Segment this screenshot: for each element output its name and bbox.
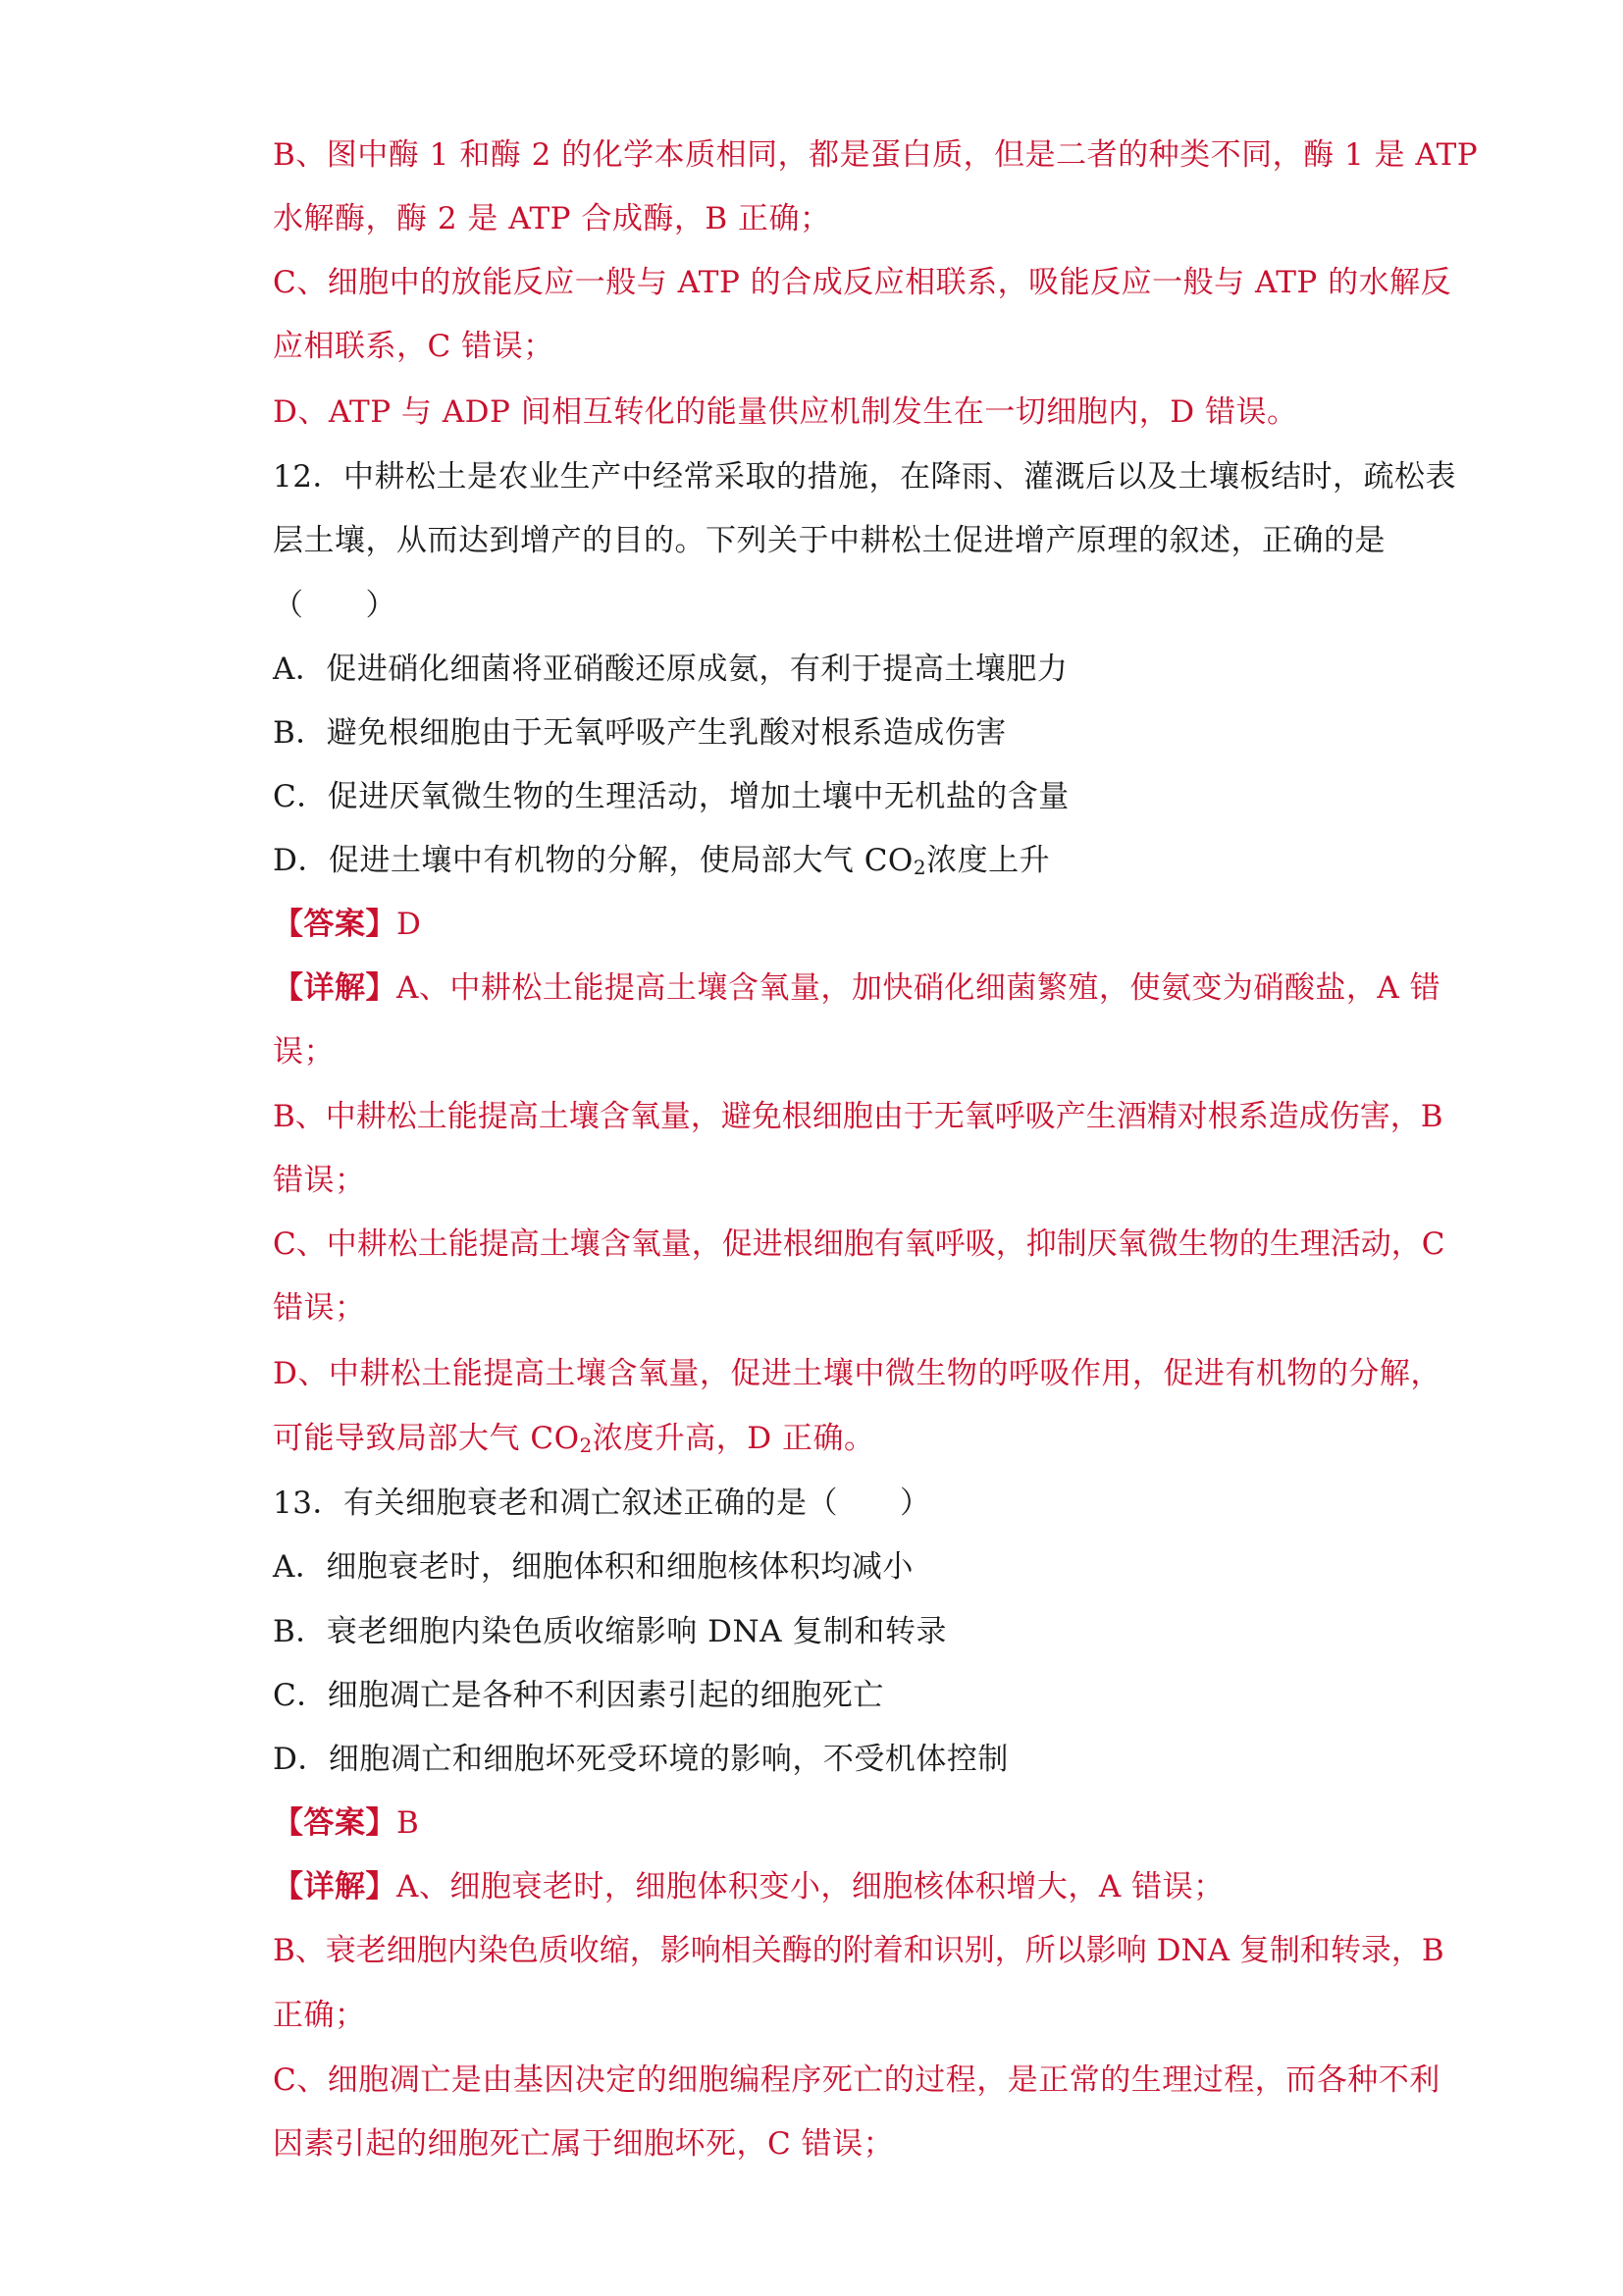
q13-answer-tag: 【答案】	[273, 1805, 396, 1841]
q12-stem-line2: 层土壤，从而达到增产的目的。下列关于中耕松土促进增产原理的叙述，正确的是	[273, 523, 1386, 558]
q12-stem-line1: 12．中耕松土是农业生产中经常采取的措施，在降雨、灌溉后以及土壤板结时，疏松表	[273, 459, 1456, 495]
q13-option-c: C．细胞凋亡是各种不利因素引起的细胞死亡	[273, 1678, 884, 1713]
q12-detail-c-line1: C、中耕松土能提高土壤含氧量，促进根细胞有氧呼吸，抑制厌氧微生物的生理活动，C	[273, 1226, 1445, 1262]
q13-stem: 13．有关细胞衰老和凋亡叙述正确的是（ ）	[273, 1486, 931, 1521]
q13-detail-c-line1: C、细胞凋亡是由基因决定的细胞编程序死亡的过程，是正常的生理过程，而各种不利	[273, 2062, 1440, 2098]
q13-detail-b-line1: B、衰老细胞内染色质收缩，影响相关酶的附着和识别，所以影响 DNA 复制和转录，B	[273, 1933, 1444, 1968]
q12-detail-d-line1: D、中耕松土能提高土壤含氧量，促进土壤中微生物的呼吸作用，促进有机物的分解，	[273, 1356, 1441, 1391]
q13-detail-a	[273, 1867, 1382, 1906]
q12-option-d-pre: D．促进土壤中有机物的分解，使局部大气 CO	[273, 843, 914, 878]
prev-explanation-b-line1: B、图中酶 1 和酶 2 的化学本质相同，都是蛋白质，但是二者的种类不同，酶 1 是 ATP	[273, 137, 1479, 173]
q12-answer	[273, 905, 1382, 944]
q12-option-d-post: 浓度上升	[926, 843, 1051, 878]
q12-detail-tag: 【详解】	[273, 970, 396, 1006]
prev-explanation-b-line2: 水解酶，酶 2 是 ATP 合成酶，B 正确；	[273, 201, 831, 236]
q12-option-a: A．促进硝化细菌将亚硝酸还原成氨，有利于提高土壤肥力	[273, 652, 1069, 687]
q12-option-d	[273, 841, 1382, 880]
q12-detail-a-text: A、中耕松土能提高土壤含氧量，加快硝化细菌繁殖，使氨变为硝酸盐，A 错	[396, 970, 1441, 1006]
q12-detail-d-line2-post: 浓度升高，D 正确。	[592, 1421, 875, 1456]
prev-explanation-c-line2: 应相联系，C 错误；	[273, 329, 554, 364]
q12-stem-line3: （ ）	[273, 588, 396, 623]
q13-answer	[273, 1803, 1382, 1843]
q12-detail-b-line1: B、中耕松土能提高土壤含氧量，避免根细胞由于无氧呼吸产生酒精对根系造成伤害，B	[273, 1099, 1443, 1134]
q13-detail-c-line2: 因素引起的细胞死亡属于细胞坏死，C 错误；	[273, 2126, 895, 2162]
q13-option-d: D．细胞凋亡和细胞坏死受环境的影响，不受机体控制	[273, 1742, 1009, 1777]
prev-explanation-d-line1: D、ATP 与 ADP 间相互转化的能量供应机制发生在一切细胞内，D 错误。	[273, 394, 1298, 430]
q12-detail-c-line2: 错误；	[273, 1290, 366, 1326]
q12-option-d-sub: 2	[913, 856, 927, 879]
q12-option-b: B．避免根细胞由于无氧呼吸产生乳酸对根系造成伤害	[273, 715, 1007, 751]
q13-answer-value: B	[396, 1805, 420, 1841]
q12-detail-d-line2-pre: 可能导致局部大气 CO	[273, 1421, 580, 1456]
prev-explanation-c-line1: C、细胞中的放能反应一般与 ATP 的合成反应相联系，吸能反应一般与 ATP 的水解反	[273, 265, 1452, 300]
q12-detail-a-line1	[273, 968, 1441, 1008]
q13-detail-b-line2: 正确；	[273, 1998, 366, 2033]
q12-answer-value: D	[396, 907, 422, 942]
q12-detail-b-line2: 错误；	[273, 1163, 366, 1198]
q13-detail-tag: 【详解】	[273, 1869, 396, 1905]
q12-option-c: C．促进厌氧微生物的生理活动，增加土壤中无机盐的含量	[273, 779, 1070, 814]
q13-detail-a-text: A、细胞衰老时，细胞体积变小，细胞核体积增大，A 错误；	[396, 1869, 1225, 1905]
q13-option-a: A．细胞衰老时，细胞体积和细胞核体积均减小	[273, 1549, 914, 1585]
q13-option-b: B．衰老细胞内染色质收缩影响 DNA 复制和转录	[273, 1614, 947, 1649]
q12-detail-d-line2-sub: 2	[579, 1434, 593, 1457]
q12-answer-tag: 【答案】	[273, 907, 396, 942]
q12-detail-a-line2: 误；	[273, 1034, 335, 1070]
q12-detail-d-line2	[273, 1419, 1382, 1458]
